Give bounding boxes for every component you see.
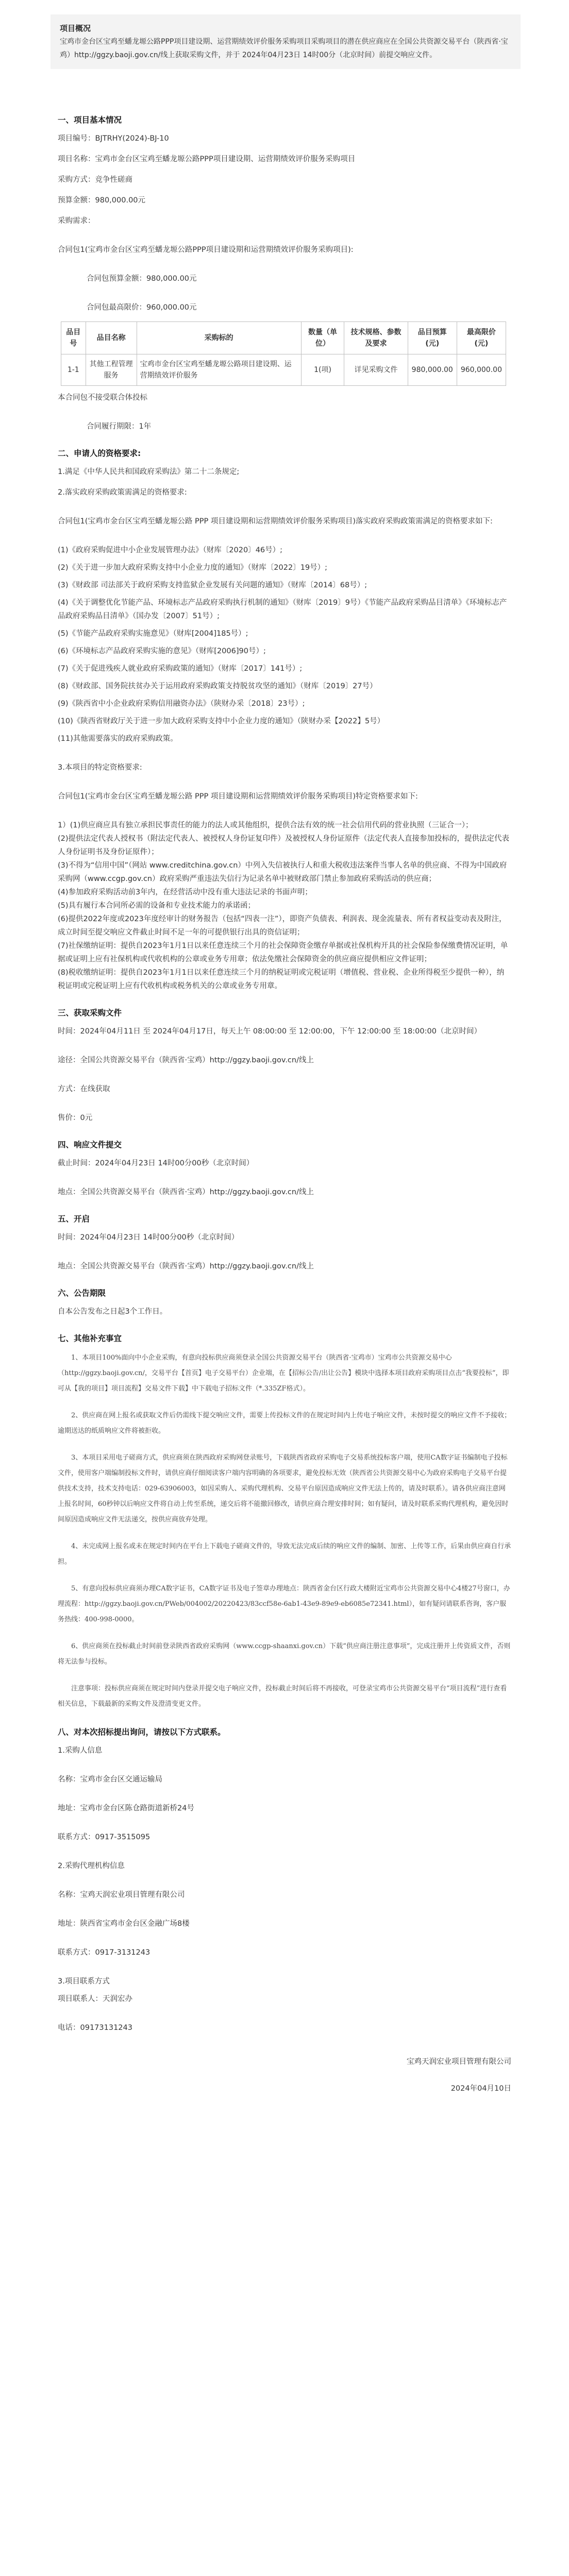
list-item: (7)《关于促进残疾人就业政府采购政策的通知》（财库〔2017〕141号）; [58, 665, 303, 673]
list-item: (8)《财政部、国务院扶贫办关于运用政府采购政策支持脱贫攻坚的通知》（财库〔2019〕27号） [58, 682, 377, 690]
cell-spec: 详见采购文件 [344, 354, 408, 386]
signature-org: 宝鸡天润宏业项目管理有限公司 [407, 2058, 511, 2066]
list-item: 1、本项目100%面向中小企业采购，有意向投标供应商须登录全国公共资源交易平台（陕西省·宝鸡市）宝鸡市公共资源交易中心（http://ggzy.baoji.gov.cn/，交易平台【首页】电子交易平台）企业端，在【招标公告/出让公告】模块中选择本项目政府采购项目点击“我要投标”，即可从【我的项目】项目流程】交易文件下载】中下载电子招标文件（*.335ZF格式）。 [58, 1354, 509, 1393]
contract-period: 合同履行期限：1年 [87, 422, 152, 431]
agent-phone: 联系方式：0917-3131243 [58, 1948, 150, 1957]
package-table-header [61, 322, 506, 354]
project-summary-box [51, 14, 521, 69]
specific-title: 3.本项目的特定资格要求: [58, 764, 142, 772]
cell-item-budget: 980,000.00 [408, 354, 457, 386]
package-title: 合同包1(宝鸡市金台区宝鸡至蟠龙塬公路PPP项目建设期和运营期绩效评价服务采购项目): [58, 246, 354, 254]
col-spec: 技术规格、参数及要求 [344, 322, 408, 354]
section-4-title: 四、响应文件提交 [58, 1140, 122, 1149]
col-quantity: 数量（单位） [301, 322, 344, 354]
procurement-need: 采购需求： [58, 217, 95, 225]
package-max-price: 合同包最高限价：960,000.00元 [87, 303, 197, 312]
agent-title: 2.采购代理机构信息 [58, 1862, 125, 1870]
list-item: 4、未完成网上报名或未在规定时间内在平台上下载电子磋商文件的，导致无法完成后续的响应文件的编制、加密、上传等工作，后果由供应商自行承担。 [58, 1543, 511, 1566]
col-max-price: 最高限价(元) [457, 322, 506, 354]
package-table [61, 321, 506, 386]
list-item: (2)《关于进一步加大政府采购支持中小企业力度的通知》（财库〔2022〕19号）; [58, 564, 328, 572]
obtain-time: 时间：2024年04月11日 至 2024年04月17日，每天上午 08:00:00 至 12:00:00，下午 12:00:00 至 18:00:00（北京时间） [58, 1027, 481, 1036]
cell-quantity: 1(项) [301, 354, 344, 386]
table-row [61, 354, 506, 386]
summary-body: 宝鸡市金台区宝鸡至蟠龙塬公路PPP项目建设期、运营期绩效评价服务采购项目采购项目的潜在供应商应在全国公共资源交易平台（陕西省·宝鸡）http://ggzy.baoji.gov.cn/线上获取采购文件，并于 2024年04月23日 14时00分（北京时间）前提交响应文件。 [60, 38, 508, 59]
buyer-address: 地址：宝鸡市金台区陈仓路街道新桥24号 [58, 1804, 194, 1812]
joint-bid-note: 本合同包不接受联合体投标 [58, 394, 147, 402]
obtain-price: 售价：0元 [58, 1114, 93, 1122]
col-subject: 采购标的 [137, 322, 301, 354]
col-item-name: 品目名称 [86, 322, 137, 354]
list-item: 2、供应商在网上报名或获取文件后仍需线下提交响应文件，需要上传投标文件的在规定时间内上传电子响应文件，未按时提交的响应文件不予接收；逾期送达的纸质响应文件将被拒收。 [58, 1412, 511, 1435]
open-time: 时间：2024年04月23日 14时00分00秒（北京时间） [58, 1233, 239, 1242]
list-item: (9)《陕西省中小企业政府采购信用融资办法》（陕财办采〔2018〕23号）; [58, 700, 305, 708]
specific-requirements: 1）(1)供应商应具有独立承担民事责任的能力的法人或其他组织，提供合法有效的统一社会信用代码的营业执照（三证合一）； (2)提供法定代表人授权书（附法定代表人、被授权人身份证复印件）及被授权人身份证原件（法定代表人直接参加投标的，提供法定代表人身份证明书及身份证原件）； (3)不得为“信用中国”（网站 www.creditchina.gov.cn）中列入失信被执行人和重大税收违法案件当事人名单的供应商、不得为中国政府采购网（www.ccgp.gov.cn）政府采购严重违法失信行为记录名单中被财政部门禁止参加政府采购活动的供应商； (4)参加政府采购活动前3年内，在经营活动中没有重大违法记录的书面声明； (5)具有履行本合同所必需的设备和专业技术能力的承诺函； (6)提供2022年度或2023年度经审计的财务报告（包括“四表一注”），即资产负债表、利润表、现金流量表、所有者权益变动表及附注，成立时间至提交响应文件截止时间不足一年的可提供银行出具的资信证明； (7)社保缴纳证明：提供自2023年1月1日以来任意连续三个月的社会保障资金缴存单据或社保机构开具的社会保险参保缴费情况证明，单据或证明上应有社保机构或代收机构的公章或业务专用章；依法免缴社会保障资金的供应商应提供相应文件证明； (8)税收缴纳证明：提供自2023年1月1日以来任意连续三个月的纳税证明或完税证明（增值税、营业税、企业所得税至少提供一种），纳税证明或完税证明上应有代收机构或税务机关的公章或业务专用章。 [58, 821, 510, 990]
buyer-phone: 联系方式：0917-3515095 [58, 1833, 150, 1841]
list-item: (11)其他需要落实的政府采购政策。 [58, 735, 178, 743]
contact-phone: 电话：09173131243 [58, 2024, 132, 2032]
list-item: 5、有意向投标供应商须办理CA数字证书，CA数字证书及电子签章办理地点：陕西省金台区行政大楼附近宝鸡市公共资源交易中心4楼27号窗口，办理流程：http://ggzy.baoji.gov.cn/PWeb/004002/20220423/83ccf58e-6ab1-43e9-89e9-eb6085e72341.html），如有疑问请联系咨询，客户服务热线：400-998-0000。 [58, 1585, 510, 1623]
list-item: (10)《陕西省财政厅关于进一步加大政府采购支持中小企业力度的通知》（陕财办采【2022】5号） [58, 717, 385, 725]
list-item: 3、本项目采用电子磋商方式，供应商须在陕西政府采购网登录账号，下载陕西省政府采购电子交易系统投标客户端，使用CA数字证书编制电子投标文件，使用客户端编制投标文件时，请供应商仔细阅读客户端内容明确的各项要求，避免投标无效（陕西省公共资源交易中心为政府采购电子交易平台提供技术支持，技术支持电话：029-63906003，如因采购人、采购代理机构、交易平台原因造成响应文件无法上传的，请及时联系）。请各供应商注意网上报名时间，60秒钟以后响应文件将自动上传至系统，递交后将不能撤回修改，请供应商合理安排时间；如有疑问，请及时联系采购代理机构，避免因时间原因造成响应文件无法递交，按供应商放弃处理。 [58, 1454, 509, 1523]
list-item: 6、供应商须在投标截止时间前登录陕西省政府采购网（www.ccgp-shaanxi.gov.cn）下载“供应商注册注意事项”，完成注册并上传资质文件，否则将无法参与投标。 [58, 1642, 511, 1666]
qualification-2: 2.落实政府采购政策需满足的资格要求: [58, 488, 187, 497]
section-8-title: 八、对本次招标提出询问，请按以下方式联系。 [58, 1727, 226, 1737]
agent-address: 地址：陕西省宝鸡市金台区金融广场8楼 [58, 1920, 190, 1928]
open-place: 地点：全国公共资源交易平台（陕西省·宝鸡）http://ggzy.baoji.gov.cn/线上 [58, 1262, 314, 1270]
submit-deadline: 截止时间：2024年04月23日 14时00分00秒（北京时间） [58, 1159, 254, 1167]
cell-item-no: 1-1 [61, 354, 86, 386]
section-5-title: 五、开启 [58, 1214, 90, 1224]
announcement-body [58, 113, 511, 2095]
policy-intro: 合同包1(宝鸡市金台区宝鸡至蟠龙塬公路 PPP 项目建设期和运营期绩效评价服务采购项目)落实政府采购政策需满足的资格要求如下: [58, 517, 493, 526]
contact-name: 项目联系人：天润宏办 [58, 1995, 132, 2003]
budget-amount: 预算金额：980,000.00元 [58, 196, 146, 205]
supplementary-notes [58, 1350, 511, 1712]
section-7-title: 七、其他补充事宜 [58, 1334, 122, 1343]
procurement-method: 采购方式：竞争性磋商 [58, 176, 132, 184]
policy-list [58, 544, 511, 745]
section-2-title: 二、申请人的资格要求: [58, 449, 141, 458]
section-1-title: 一、项目基本情况 [58, 115, 122, 125]
obtain-mode: 方式：在线获取 [58, 1085, 110, 1093]
buyer-name: 名称：宝鸡市金台区交通运输局 [58, 1775, 162, 1784]
list-item: (4)《关于调整优化节能产品、环境标志产品政府采购执行机制的通知》（财库〔2019〕9号）《节能产品政府采购品目清单》《环境标志产品政府采购品目清单》（国办发〔2007〕51号）; [58, 599, 507, 620]
project-code: 项目编号：BJTRHY(2024)-BJ-10 [58, 134, 169, 143]
specific-intro: 合同包1(宝鸡市金台区宝鸡至蟠龙塬公路 PPP 项目建设期和运营期绩效评价服务采购项目)特定资格要求如下: [58, 792, 418, 801]
contact-title: 3.项目联系方式 [58, 1977, 110, 1986]
list-item: 注意事项：投标供应商须在规定时间内登录并提交电子响应文件，投标截止时间后将不再接收，可登录宝鸡市公共资源交易平台“项目流程”进行查看相关信息，下载最新的采购文件及澄清变更文件。 [58, 1685, 507, 1708]
cell-subject: 宝鸡市金台区宝鸡至蟠龙塬公路项目建设期、运营期绩效评价服务 [137, 354, 301, 386]
package-budget: 合同包预算金额：980,000.00元 [87, 275, 197, 283]
list-item: (5)《节能产品政府采购实施意见》（财库[2004]185号）; [58, 630, 248, 638]
list-item: (1)《政府采购促进中小企业发展管理办法》（财库〔2020〕46号）; [58, 546, 283, 554]
col-item-budget: 品目预算(元) [408, 322, 457, 354]
agent-name: 名称：宝鸡天润宏业项目管理有限公司 [58, 1891, 185, 1899]
submit-place: 地点：全国公共资源交易平台（陕西省·宝鸡）http://ggzy.baoji.gov.cn/线上 [58, 1188, 314, 1196]
col-item-no: 品目号 [61, 322, 86, 354]
list-item: (3)《财政部 司法部关于政府采购支持监狱企业发展有关问题的通知》（财库〔2014〕68号）; [58, 581, 367, 589]
summary-title: 项目概况 [60, 24, 91, 33]
section-3-title: 三、获取采购文件 [58, 1008, 122, 1018]
notice-period: 自本公告发布之日起3个工作日。 [58, 1308, 168, 1316]
qualification-1: 1.满足《中华人民共和国政府采购法》第二十二条规定; [58, 468, 240, 476]
list-item: (6)《环境标志产品政府采购实施的意见》（财库[2006]90号）; [58, 647, 266, 655]
cell-max-price: 960,000.00 [457, 354, 506, 386]
section-6-title: 六、公告期限 [58, 1289, 106, 1298]
cell-item-name: 其他工程管理服务 [86, 354, 137, 386]
signature-date: 2024年04月10日 [450, 2084, 511, 2093]
obtain-way: 途径：全国公共资源交易平台（陕西省·宝鸡）http://ggzy.baoji.gov.cn/线上 [58, 1056, 314, 1064]
buyer-title: 1.采购人信息 [58, 1747, 103, 1755]
project-name: 项目名称：宝鸡市金台区宝鸡至蟠龙塬公路PPP项目建设期、运营期绩效评价服务采购项目 [58, 155, 356, 163]
